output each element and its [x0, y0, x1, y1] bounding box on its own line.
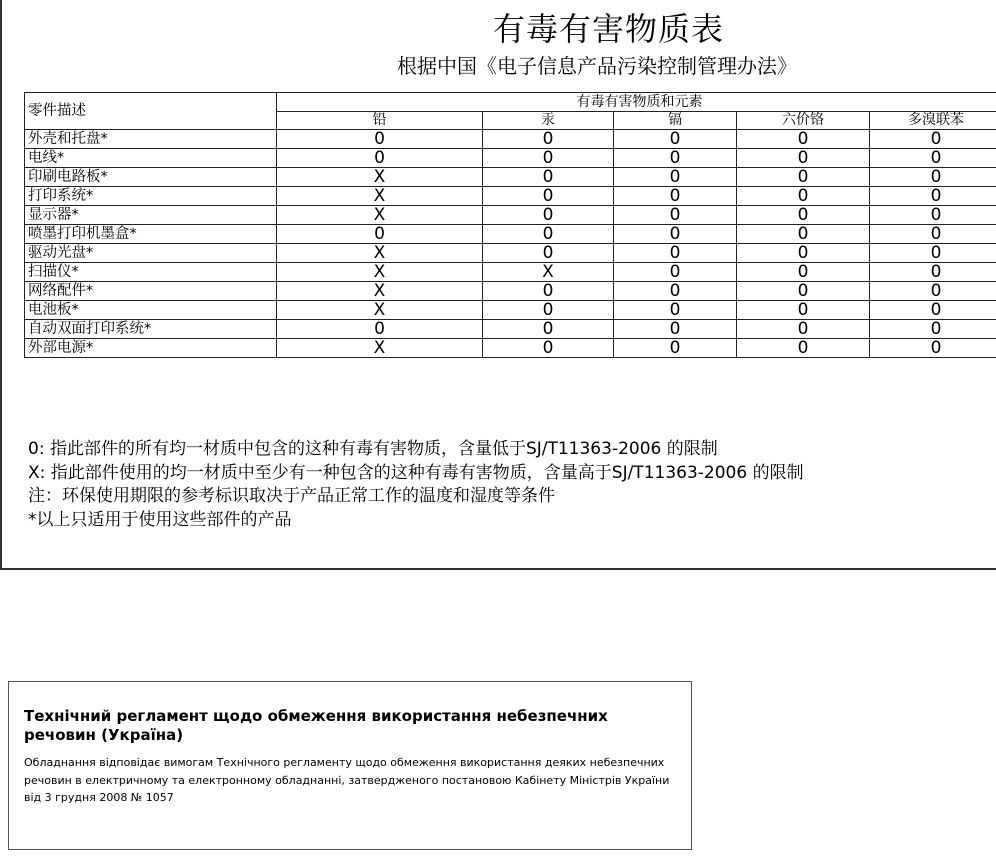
part-name-cell: 打印系统*: [25, 187, 277, 206]
value-cell: 0: [614, 263, 737, 282]
note-line: *以上只适用于使用这些部件的产品: [28, 509, 292, 530]
value-cell: 0: [870, 339, 996, 358]
value-cell: 0: [614, 206, 737, 225]
notes-block: [28, 438, 804, 532]
substance-header: 镉: [614, 111, 737, 130]
value-cell: 0: [277, 149, 483, 168]
value-cell: 0: [737, 225, 870, 244]
value-cell: 0: [870, 206, 996, 225]
value-cell: 0: [483, 244, 614, 263]
value-cell: 0: [614, 168, 737, 187]
part-header: 零件描述: [25, 93, 277, 130]
value-cell: 0: [737, 320, 870, 339]
value-cell: 0: [614, 130, 737, 149]
part-name-cell: 外部电源*: [25, 339, 277, 358]
value-cell: 0: [483, 187, 614, 206]
table-row: [25, 339, 996, 358]
table-row: [25, 149, 996, 168]
value-cell: 0: [277, 130, 483, 149]
table-row: [25, 301, 996, 320]
value-cell: 0: [737, 187, 870, 206]
value-cell: 0: [870, 320, 996, 339]
value-cell: 0: [737, 130, 870, 149]
value-cell: 0: [737, 149, 870, 168]
note-line: 0: 指此部件的所有均一材质中包含的这种有毒有害物质，含量低于SJ/T11363-2006 的限制: [28, 439, 718, 459]
table-row: [25, 168, 996, 187]
value-cell: 0: [614, 320, 737, 339]
part-name-cell: 电池板*: [25, 301, 277, 320]
part-name-cell: 显示器*: [25, 206, 277, 225]
value-cell: 0: [614, 149, 737, 168]
value-cell: 0: [614, 187, 737, 206]
substance-header: 汞: [483, 111, 614, 130]
value-cell: 0: [483, 168, 614, 187]
ukraine-notice-box: [8, 681, 692, 850]
value-cell: 0: [870, 244, 996, 263]
substance-header: 多溴联苯: [870, 111, 996, 130]
value-cell: 0: [277, 320, 483, 339]
table-row: [25, 282, 996, 301]
part-name-cell: 印刷电路板*: [25, 168, 277, 187]
value-cell: 0: [737, 244, 870, 263]
hazardous-substance-table: [24, 92, 996, 358]
value-cell: 0: [614, 301, 737, 320]
substance-header: 六价铬: [737, 111, 870, 130]
value-cell: 0: [277, 225, 483, 244]
part-name-cell: 扫描仪*: [25, 263, 277, 282]
value-cell: 0: [737, 168, 870, 187]
value-cell: 0: [870, 187, 996, 206]
value-cell: X: [277, 168, 483, 187]
note-line: 注：环保使用期限的参考标识取决于产品正常工作的温度和湿度等条件: [28, 486, 555, 506]
value-cell: 0: [614, 225, 737, 244]
ukraine-notice-heading: Технічний регламент щодо обмеження використання небезпечних речовин (Україна): [24, 707, 608, 744]
table-row: [25, 206, 996, 225]
part-name-cell: 喷墨打印机墨盒*: [25, 225, 277, 244]
page-title: 有毒有害物质表: [492, 10, 724, 48]
value-cell: 0: [870, 168, 996, 187]
value-cell: 0: [614, 244, 737, 263]
value-cell: 0: [737, 282, 870, 301]
value-cell: 0: [870, 225, 996, 244]
table-header-row: [25, 93, 996, 112]
value-cell: 0: [483, 206, 614, 225]
value-cell: 0: [870, 263, 996, 282]
value-cell: 0: [483, 320, 614, 339]
value-cell: X: [277, 282, 483, 301]
substance-header: 铅: [277, 111, 483, 130]
value-cell: 0: [483, 301, 614, 320]
value-cell: 0: [737, 206, 870, 225]
note-line: X: 指此部件使用的均一材质中至少有一种包含的这种有毒有害物质，含量高于SJ/T11363-2006 的限制: [28, 462, 804, 483]
value-cell: X: [277, 206, 483, 225]
value-cell: X: [483, 263, 614, 282]
value-cell: X: [277, 263, 483, 282]
value-cell: 0: [870, 149, 996, 168]
value-cell: 0: [483, 149, 614, 168]
value-cell: 0: [737, 339, 870, 358]
value-cell: 0: [870, 130, 996, 149]
part-name-cell: 自动双面打印系统*: [25, 320, 277, 339]
ukraine-notice-body: Обладнання відповідає вимогам Технічного регламенту щодо обмеження використання деяких небезпечних речовин в електричному та електронному обладнанні, затвердженого постановою Кабінету Міністрів України від 3 грудня 2008 № 1057: [24, 756, 670, 804]
table-row: [25, 263, 996, 282]
value-cell: 0: [614, 282, 737, 301]
value-cell: X: [277, 339, 483, 358]
table-row: [25, 130, 996, 149]
value-cell: 0: [614, 339, 737, 358]
value-cell: X: [277, 187, 483, 206]
table-row: [25, 225, 996, 244]
table-row: [25, 244, 996, 263]
value-cell: 0: [870, 282, 996, 301]
value-cell: 0: [737, 263, 870, 282]
part-name-cell: 网络配件*: [25, 282, 277, 301]
value-cell: 0: [483, 130, 614, 149]
part-name-cell: 驱动光盘*: [25, 244, 277, 263]
part-name-cell: 外壳和托盘*: [25, 130, 277, 149]
part-name-cell: 电线*: [25, 149, 277, 168]
value-cell: 0: [483, 282, 614, 301]
substance-group-header: 有毒有害物质和元素: [277, 93, 996, 112]
value-cell: 0: [737, 301, 870, 320]
value-cell: X: [277, 301, 483, 320]
table-row: [25, 320, 996, 339]
value-cell: X: [277, 244, 483, 263]
value-cell: 0: [483, 225, 614, 244]
value-cell: 0: [870, 301, 996, 320]
value-cell: 0: [483, 339, 614, 358]
page-subtitle: 根据中国《电子信息产品污染控制管理办法》: [397, 54, 797, 78]
table-row: [25, 187, 996, 206]
